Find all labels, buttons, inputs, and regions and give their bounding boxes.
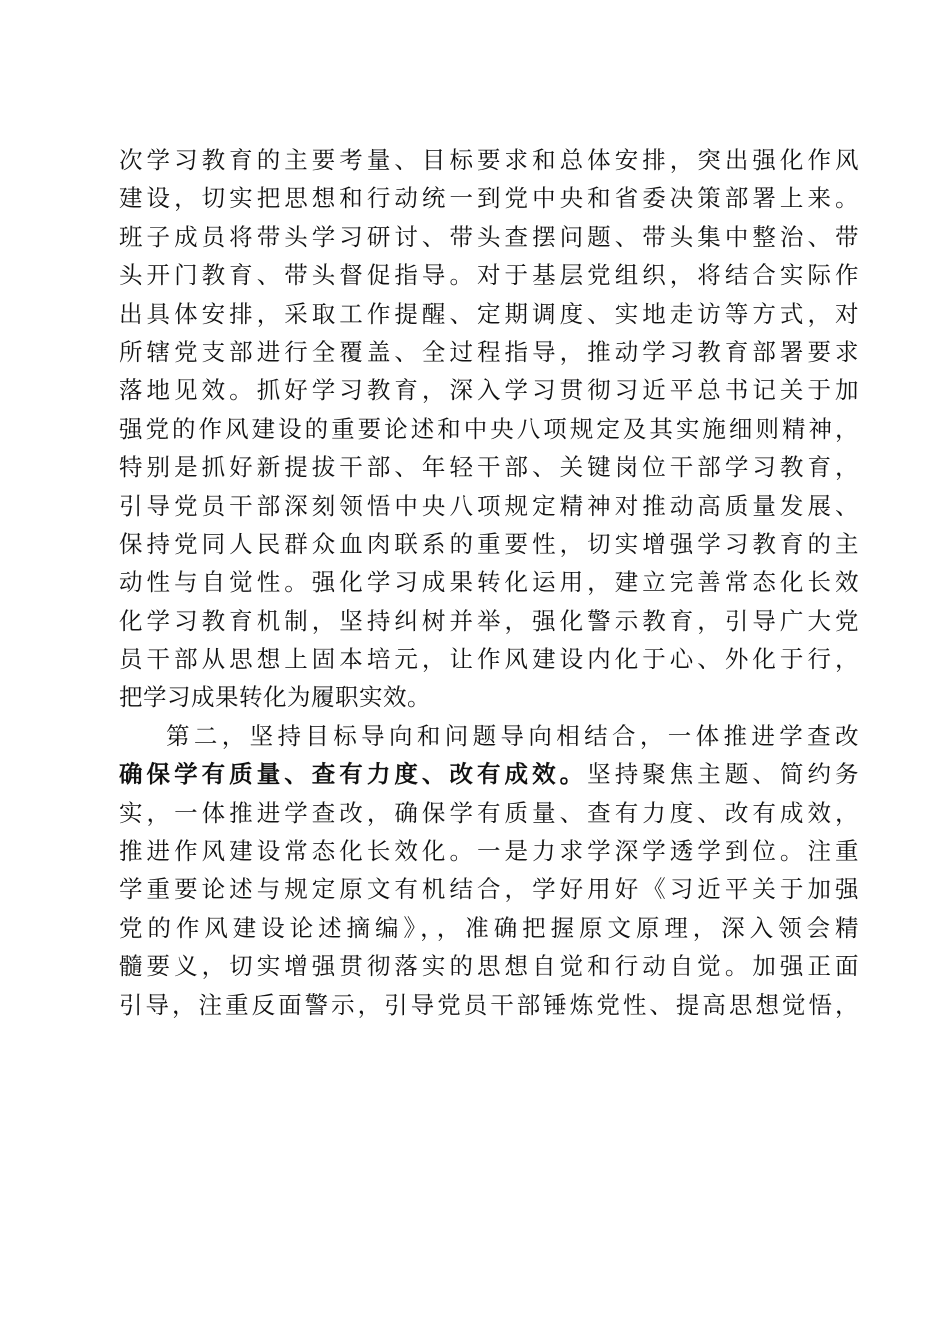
text-line: 动性与自觉性。强化学习成果转化运用，建立完善常态化长效 [119,568,859,597]
text-line: 头开门教育、带头督促指导。对于基层党组织，将结合实际作 [119,261,859,290]
text-line: 实，一体推进学查改，确保学有质量、查有力度、改有成效， [119,798,859,827]
section-heading-bold: 确保学有质量、查有力度、改有成效。 [119,760,588,789]
section-heading-line [119,755,859,793]
text-line: 次学习教育的主要考量、目标要求和总体安排，突出强化作风 [119,146,859,174]
text-line: 强党的作风建设的重要论述和中央八项规定及其实施细则精神， [119,414,859,443]
text-line: 把学习成果转化为履职实效。 [119,683,431,712]
text-line: 特别是抓好新提拔干部、年轻干部、关键岗位干部学习教育， [119,453,859,482]
text-line: 所辖党支部进行全覆盖、全过程指导，推动学习教育部署要求 [119,337,859,366]
text-line: 保持党同人民群众血肉联系的重要性，切实增强学习教育的主 [119,529,859,558]
text-line: 推进作风建设常态化长效化。一是力求学深学透学到位。注重 [119,837,859,866]
text-line: 学重要论述与规定原文有机结合，学好用好《习近平关于加强 [119,875,859,904]
text-line: 出具体安排，采取工作提醒、定期调度、实地走访等方式，对 [119,299,859,328]
text-line: 员干部从思想上固本培元，让作风建设内化于心、外化于行， [119,645,859,674]
text-line: 建设，切实把思想和行动统一到党中央和省委决策部署上来。 [119,184,859,213]
section-heading-line: 第二，坚持目标导向和问题导向相结合，一体推进学查改 [166,721,859,750]
section-text: 坚持聚焦主题、简约务 [587,760,860,789]
text-line: 髓要义，切实增强贯彻落实的思想自觉和行动自觉。加强正面 [119,952,859,981]
text-line: 班子成员将带头学习研讨、带头查摆问题、带头集中整治、带 [119,222,859,251]
text-line: 党的作风建设论述摘编》，，准确把握原文原理，深入领会精 [119,913,859,942]
text-line: 引导，注重反面警示，引导党员干部锤炼党性、提高思想觉悟， [119,990,859,1019]
document-body [119,141,859,1024]
text-line: 落地见效。抓好学习教育，深入学习贯彻习近平总书记关于加 [119,376,859,405]
text-line: 引导党员干部深刻领悟中央八项规定精神对推动高质量发展、 [119,491,859,520]
text-line: 化学习教育机制，坚持纠树并举，强化警示教育，引导广大党 [119,606,859,635]
